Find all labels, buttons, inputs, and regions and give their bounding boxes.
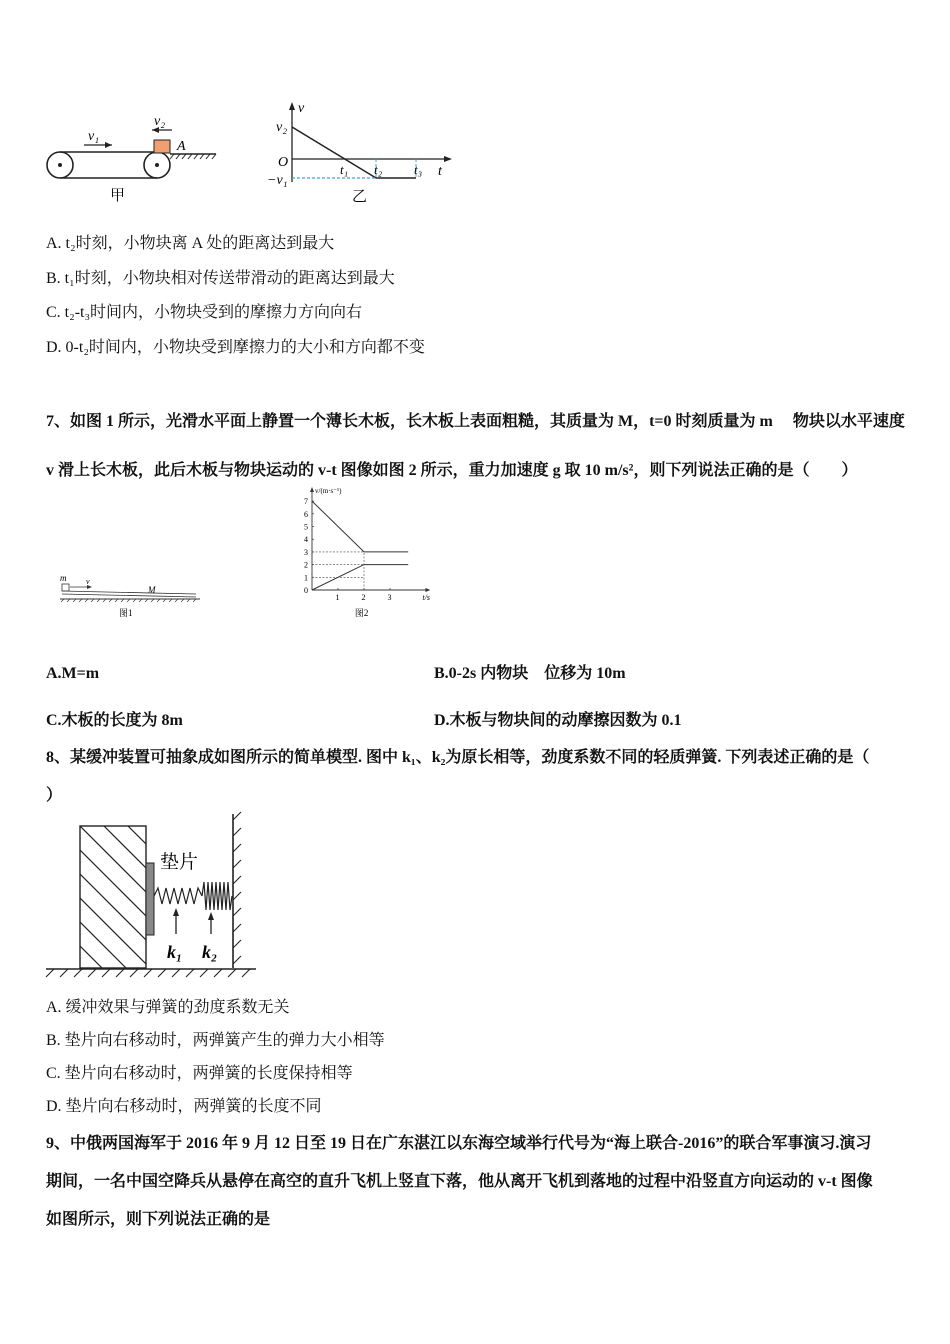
x-axis-label: t/s (422, 593, 430, 602)
y-axis-label: v/(m·s⁻¹) (315, 486, 342, 495)
q7-stem-line2: v 滑上长木板，此后木板与物块运动的 v-t 图像如图 2 所示，重力加速度 g 取 10 m/s²，则下列说法正确的是（ ） (46, 462, 858, 479)
pad-label: 垫片 (160, 852, 199, 873)
q7-figure-1 (56, 570, 206, 622)
x-tick-label: 2 (361, 593, 366, 602)
k1-label: k₁ (167, 942, 183, 962)
graph-v-label: v (298, 101, 305, 116)
pad (146, 863, 154, 935)
y-tick-label: 5 (304, 522, 308, 532)
fig1-M-label: M (148, 585, 156, 595)
q8-option-b: B. 垫片向右移动时，两弹簧产生的弹力大小相等 (46, 1032, 385, 1049)
q7-option-b: B.0-2s 内物块 位移为 10m (434, 665, 626, 682)
y-tick-label: 3 (304, 547, 308, 557)
q7-option-c: C.木板的长度为 8m (46, 712, 183, 729)
fig1-v-label: v (86, 577, 90, 586)
x-tick-label: 3 (387, 593, 392, 602)
q7-figure-2-chart (290, 488, 430, 624)
q7-stem-line1: 7、如图 1 所示，光滑水平面上静置一个薄长木板，长木板上表面粗糙，其质量为 M，t=0 时刻质量为 m 物块以水平速度 (46, 413, 905, 430)
q6-option-c: C. t₂-t₃时间内，小物块受到的摩擦力方向向右 (46, 304, 363, 321)
spring-k2 (202, 882, 232, 910)
y-tick-label: 2 (304, 560, 308, 570)
q7-option-d: D.木板与物块间的动摩擦因数为 0.1 (434, 712, 682, 729)
fig1-caption: 图1 (119, 608, 133, 618)
q9-stem-line3: 如图所示，则下列说法正确的是 (46, 1211, 271, 1228)
q9-stem-line2: 期间，一名中国空降兵从悬停在高空的直升飞机上竖直下落，他从离开飞机到落地的过程中沿竖直方向运动的 v-t 图像 (46, 1173, 873, 1190)
conveyor-belt-figure (40, 108, 230, 208)
q8-stem-line2: ） (46, 787, 63, 804)
graph-caption: 乙 (352, 189, 368, 205)
graph-neg-v1-label: −v₁ (267, 173, 288, 188)
q9-stem-line1: 9、中俄两国海军于 2016 年 9 月 12 日至 19 日在广东湛江以东海空域举行代号为“海上联合-2016”的联合军事演习.演习 (46, 1135, 872, 1152)
block-A (154, 140, 170, 153)
block-A-label: A (177, 139, 186, 154)
q6-option-a: A. t₂时刻，小物块离 A 处的距离达到最大 (46, 235, 335, 252)
x-axis-arrow (425, 588, 430, 592)
q8-option-d: D. 垫片向右移动时，两弹簧的长度不同 (46, 1098, 322, 1115)
fig1-m-label: m (60, 573, 67, 583)
graph-t-axis-label: t (438, 164, 442, 179)
graph-t2-label: t₂ (374, 162, 383, 177)
y-tick-label: 7 (304, 497, 308, 507)
q6-option-d: D. 0-t₂时间内，小物块受到摩擦力的大小和方向都不变 (46, 339, 425, 356)
v1-label: v₁ (88, 129, 100, 144)
q8-option-a: A. 缓冲效果与弹簧的劲度系数无关 (46, 999, 290, 1016)
k2-label: k₂ (202, 942, 218, 962)
q6-option-b: B. t₁时刻，小物块相对传送带滑动的距离达到最大 (46, 270, 395, 287)
y-tick-label: 6 (304, 509, 308, 519)
graph-t3-label: t₃ (414, 162, 423, 177)
graph-v2-label: v₂ (276, 120, 288, 135)
y-tick-label: 0 (304, 586, 308, 595)
x-tick-label: 1 (335, 593, 340, 602)
q7-option-a: A.M=m (46, 665, 100, 682)
vt-graph-figure (262, 100, 462, 208)
q8-option-c: C. 垫片向右移动时，两弹簧的长度保持相等 (46, 1065, 353, 1082)
graph-origin-label: O (278, 155, 289, 170)
y-tick-label: 1 (304, 573, 308, 583)
y-axis-arrow (310, 487, 314, 492)
fig2-caption: 图2 (354, 608, 369, 618)
spring-k1 (154, 888, 202, 904)
series-line-1 (312, 501, 408, 552)
q8-stem-line1: 8、某缓冲装置可抽象成如图所示的简单模型. 图中 k₁、k₂为原长相等，劲度系数不同的轻质弹簧. 下列表述正确的是（ (46, 749, 870, 766)
belt-caption: 甲 (110, 188, 126, 204)
buffer-device-figure (44, 810, 260, 986)
graph-t1-label: t₁ (340, 162, 349, 177)
v2-label: v₂ (154, 114, 166, 129)
y-tick-label: 4 (304, 535, 308, 545)
